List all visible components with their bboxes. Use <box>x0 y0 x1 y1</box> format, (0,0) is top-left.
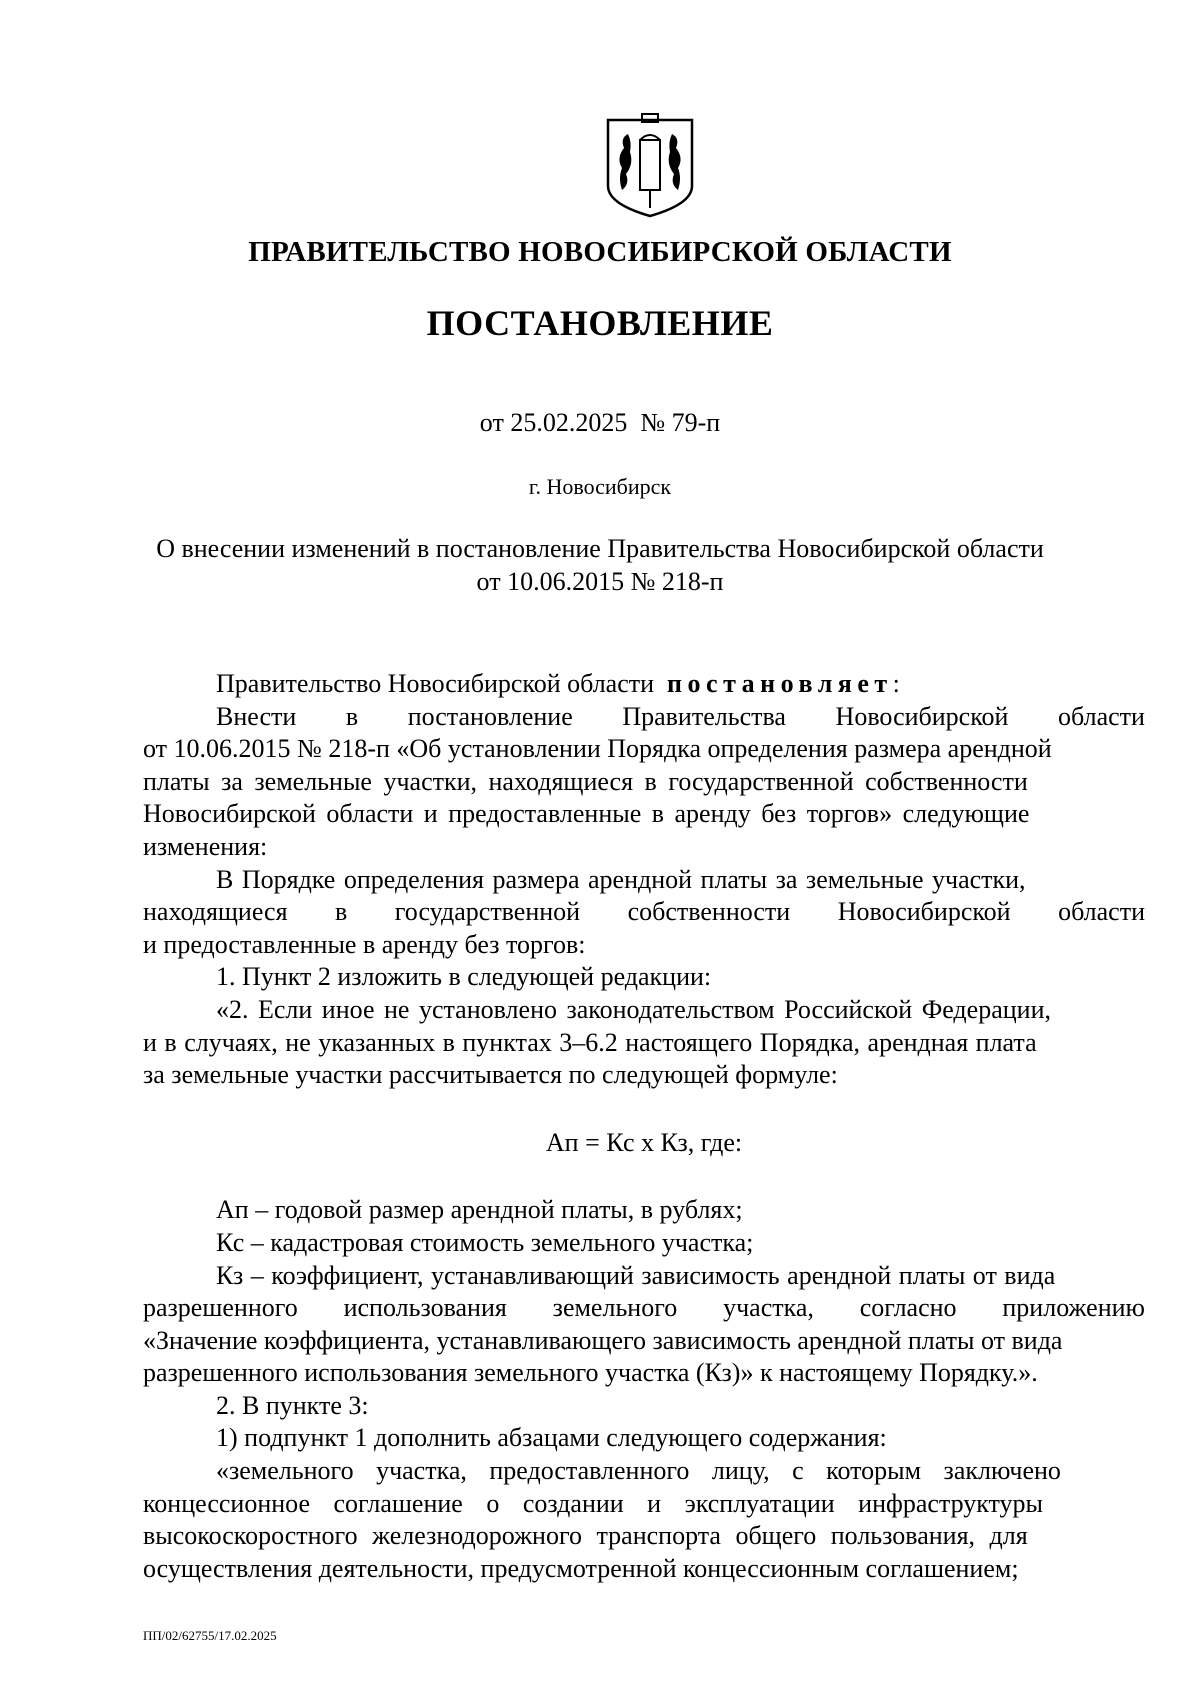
text-line: и в случаях, не указанных в пунктах 3–6.2 настоящего Порядка, арендная плата <box>143 1027 1037 1057</box>
text-line: В Порядке определения размера арендной платы за земельные участки, <box>216 864 1026 894</box>
document-type: ПОСТАНОВЛЕНИЕ <box>426 303 774 343</box>
text-line: концессионное соглашение о создании и эксплуатации инфраструктуры <box>143 1488 1044 1518</box>
text-line: Новосибирской области и предоставленные в аренду без торгов» следующие <box>143 799 1030 829</box>
text-line: 2. В пункте 3: <box>216 1390 369 1420</box>
text-line: «2. Если иное не установлено законодательством Российской Федерации, <box>216 994 1051 1024</box>
text-line: платы за земельные участки, находящиеся в государственной собственности <box>143 766 1028 796</box>
document-body <box>143 668 1145 1585</box>
text-line: Правительство Новосибирской области постановляет : <box>143 668 1145 701</box>
document-subject <box>0 532 1200 598</box>
text-line: «Значение коэффициента, устанавливающего зависимость арендной платы от вида <box>143 1325 1063 1355</box>
text-line: разрешенного использования земельного участка, согласно приложению <box>143 1293 1145 1323</box>
text-line: разрешенного использования земельного участка (Кз)» к настоящему Порядку.». <box>143 1358 1038 1388</box>
coat-of-arms-icon <box>604 112 696 220</box>
text-line: осуществления деятельности, предусмотренной концессионным соглашением; <box>143 1553 1019 1583</box>
text-line: Ап – годовой размер арендной платы, в рублях; <box>216 1195 743 1225</box>
subject-line: О внесении изменений в постановление Правительства Новосибирской области <box>156 534 1044 563</box>
text-line: Внести в постановление Правительства Новосибирской области <box>216 701 1145 731</box>
text-line: высокоскоростного железнодорожного транспорта общего пользования, для <box>143 1521 1028 1551</box>
text-line: находящиеся в государственной собственности Новосибирской области <box>143 897 1145 927</box>
government-name: ПРАВИТЕЛЬСТВО НОВОСИБИРСКОЙ ОБЛАСТИ <box>248 236 952 268</box>
text-line: Кз – коэффициент, устанавливающий зависимость арендной платы от вида <box>216 1260 1056 1290</box>
text-line: Кс – кадастровая стоимость земельного участка; <box>216 1227 754 1257</box>
document-date-number: от 25.02.2025 № 79-п <box>479 408 721 437</box>
text-line: 1. Пункт 2 изложить в следующей редакции: <box>216 962 712 992</box>
document-city: г. Новосибирск <box>528 474 672 499</box>
text-line: «земельного участка, предоставленного лицу, с которым заключено <box>216 1456 1061 1486</box>
text-line: изменения: <box>143 831 268 861</box>
decree-keyword: постановляет <box>667 669 893 698</box>
text-line: 1) подпункт 1 дополнить абзацами следующего содержания: <box>216 1423 887 1453</box>
text-line: и предоставленные в аренду без торгов: <box>143 929 586 959</box>
formula: Ап = Кс х Кз, где: <box>545 1127 743 1157</box>
text-line: от 10.06.2015 № 218-п «Об установлении Порядка определения размера арендной <box>143 734 1052 764</box>
subject-line: от 10.06.2015 № 218-п <box>476 567 724 596</box>
document-code: ПП/02/62755/17.02.2025 <box>143 1628 277 1643</box>
text-line: за земельные участки рассчитывается по следующей формуле: <box>143 1060 838 1090</box>
